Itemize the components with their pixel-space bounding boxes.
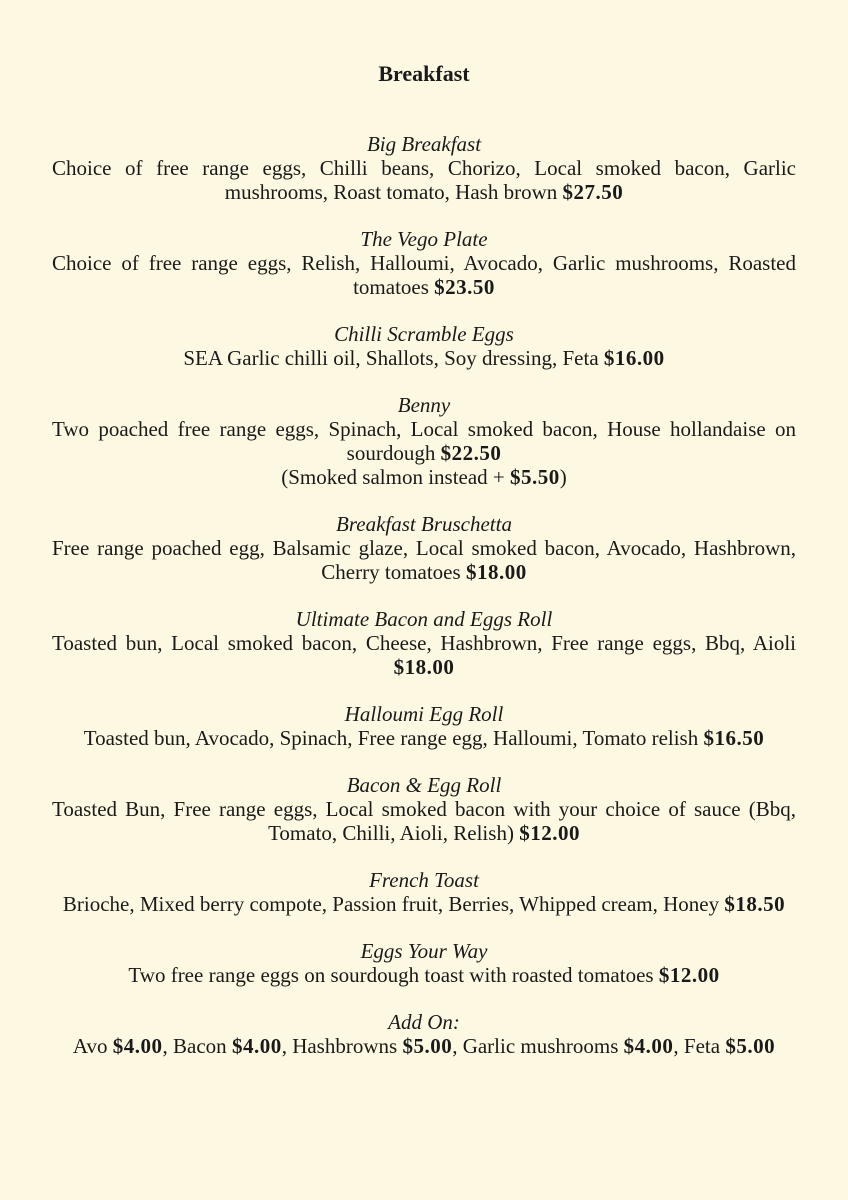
- menu-item: [52, 227, 796, 299]
- menu-item: [52, 322, 796, 370]
- addon-price: $4.00: [112, 1034, 163, 1058]
- item-price: $16.50: [703, 726, 765, 750]
- note-prefix: (Smoked salmon instead +: [281, 465, 511, 489]
- menu-item: [52, 132, 796, 204]
- item-price: $18.00: [465, 560, 527, 584]
- addon-price: $4.00: [231, 1034, 282, 1058]
- item-name: The Vego Plate: [360, 227, 488, 251]
- item-desc-text: Brioche, Mixed berry compote, Passion fruit, Berries, Whipped cream, Honey: [62, 892, 720, 916]
- item-description: [52, 631, 796, 679]
- item-price: $12.00: [658, 963, 720, 987]
- menu-item: [52, 868, 796, 916]
- item-price: $18.00: [393, 655, 455, 679]
- menu-title: Breakfast: [378, 61, 470, 86]
- item-description: [52, 726, 796, 750]
- item-price: $27.50: [562, 180, 624, 204]
- item-description: [52, 417, 796, 465]
- menu-item: [52, 939, 796, 987]
- menu-item: [52, 393, 796, 489]
- item-price: $23.50: [434, 275, 495, 299]
- addon-price: $4.00: [623, 1034, 674, 1058]
- addon-section: [52, 1010, 796, 1058]
- item-description: [52, 251, 796, 299]
- item-name: Chilli Scramble Eggs: [334, 322, 514, 346]
- item-name: Benny: [397, 393, 451, 417]
- item-desc-text: Free range poached egg, Balsamic glaze, Local smoked bacon, Avocado, Hashbrown, Cherry tomatoes: [52, 536, 796, 584]
- addon-label: Hashbrowns: [292, 1034, 398, 1058]
- addon-label: Garlic mushrooms: [462, 1034, 619, 1058]
- note-price: $5.50: [510, 465, 560, 489]
- addon-label: Bacon: [173, 1034, 227, 1058]
- item-desc-text: Two free range eggs on sourdough toast with roasted tomatoes: [128, 963, 654, 987]
- item-description: [52, 963, 796, 987]
- item-name: Breakfast Bruschetta: [336, 512, 512, 536]
- item-price: $16.00: [603, 346, 665, 370]
- item-note: [52, 465, 796, 489]
- item-price: $12.00: [519, 821, 580, 845]
- item-description: [52, 156, 796, 204]
- addon-price: $5.00: [402, 1034, 453, 1058]
- item-description: [52, 346, 796, 370]
- menu-item: [52, 607, 796, 679]
- item-desc-text: Toasted bun, Avocado, Spinach, Free range egg, Halloumi, Tomato relish: [83, 726, 699, 750]
- addon-price: $5.00: [725, 1034, 776, 1058]
- item-name: French Toast: [369, 868, 479, 892]
- menu-item: [52, 512, 796, 584]
- addon-title: Add On:: [388, 1010, 460, 1034]
- item-price: $18.50: [724, 892, 786, 916]
- item-name: Ultimate Bacon and Eggs Roll: [295, 607, 553, 631]
- item-name: Halloumi Egg Roll: [344, 702, 504, 726]
- menu-item: [52, 702, 796, 750]
- addon-list: Avo $4.00, Bacon $4.00, Hashbrowns $5.00, Garlic mushrooms $4.00, Feta $5.00: [72, 1034, 776, 1058]
- item-name: Eggs Your Way: [360, 939, 488, 963]
- item-description: [52, 797, 796, 845]
- addon-label: Avo: [72, 1034, 108, 1058]
- menu-item: [52, 773, 796, 845]
- addon-label: Feta: [683, 1034, 721, 1058]
- item-name: Bacon & Egg Roll: [346, 773, 502, 797]
- item-desc-text: Choice of free range eggs, Chilli beans, Chorizo, Local smoked bacon, Garlic mushrooms, Roast tomato, Hash brown: [52, 156, 796, 204]
- item-desc-text: Toasted Bun, Free range eggs, Local smoked bacon with your choice of sauce (Bbq, Tomato, Chilli, Aioli, Relish): [52, 797, 796, 845]
- item-name: Big Breakfast: [366, 132, 482, 156]
- note-suffix: ): [559, 465, 567, 489]
- item-description: [52, 536, 796, 584]
- item-price: $22.50: [440, 441, 502, 465]
- item-desc-text: SEA Garlic chilli oil, Shallots, Soy dressing, Feta: [183, 346, 599, 370]
- item-desc-text: Two poached free range eggs, Spinach, Local smoked bacon, House hollandaise on sourdough: [52, 417, 796, 465]
- item-desc-text: Choice of free range eggs, Relish, Halloumi, Avocado, Garlic mushrooms, Roasted tomatoes: [52, 251, 796, 299]
- item-desc-text: Toasted bun, Local smoked bacon, Cheese, Hashbrown, Free range eggs, Bbq, Aioli: [52, 631, 796, 655]
- item-description: [52, 892, 796, 916]
